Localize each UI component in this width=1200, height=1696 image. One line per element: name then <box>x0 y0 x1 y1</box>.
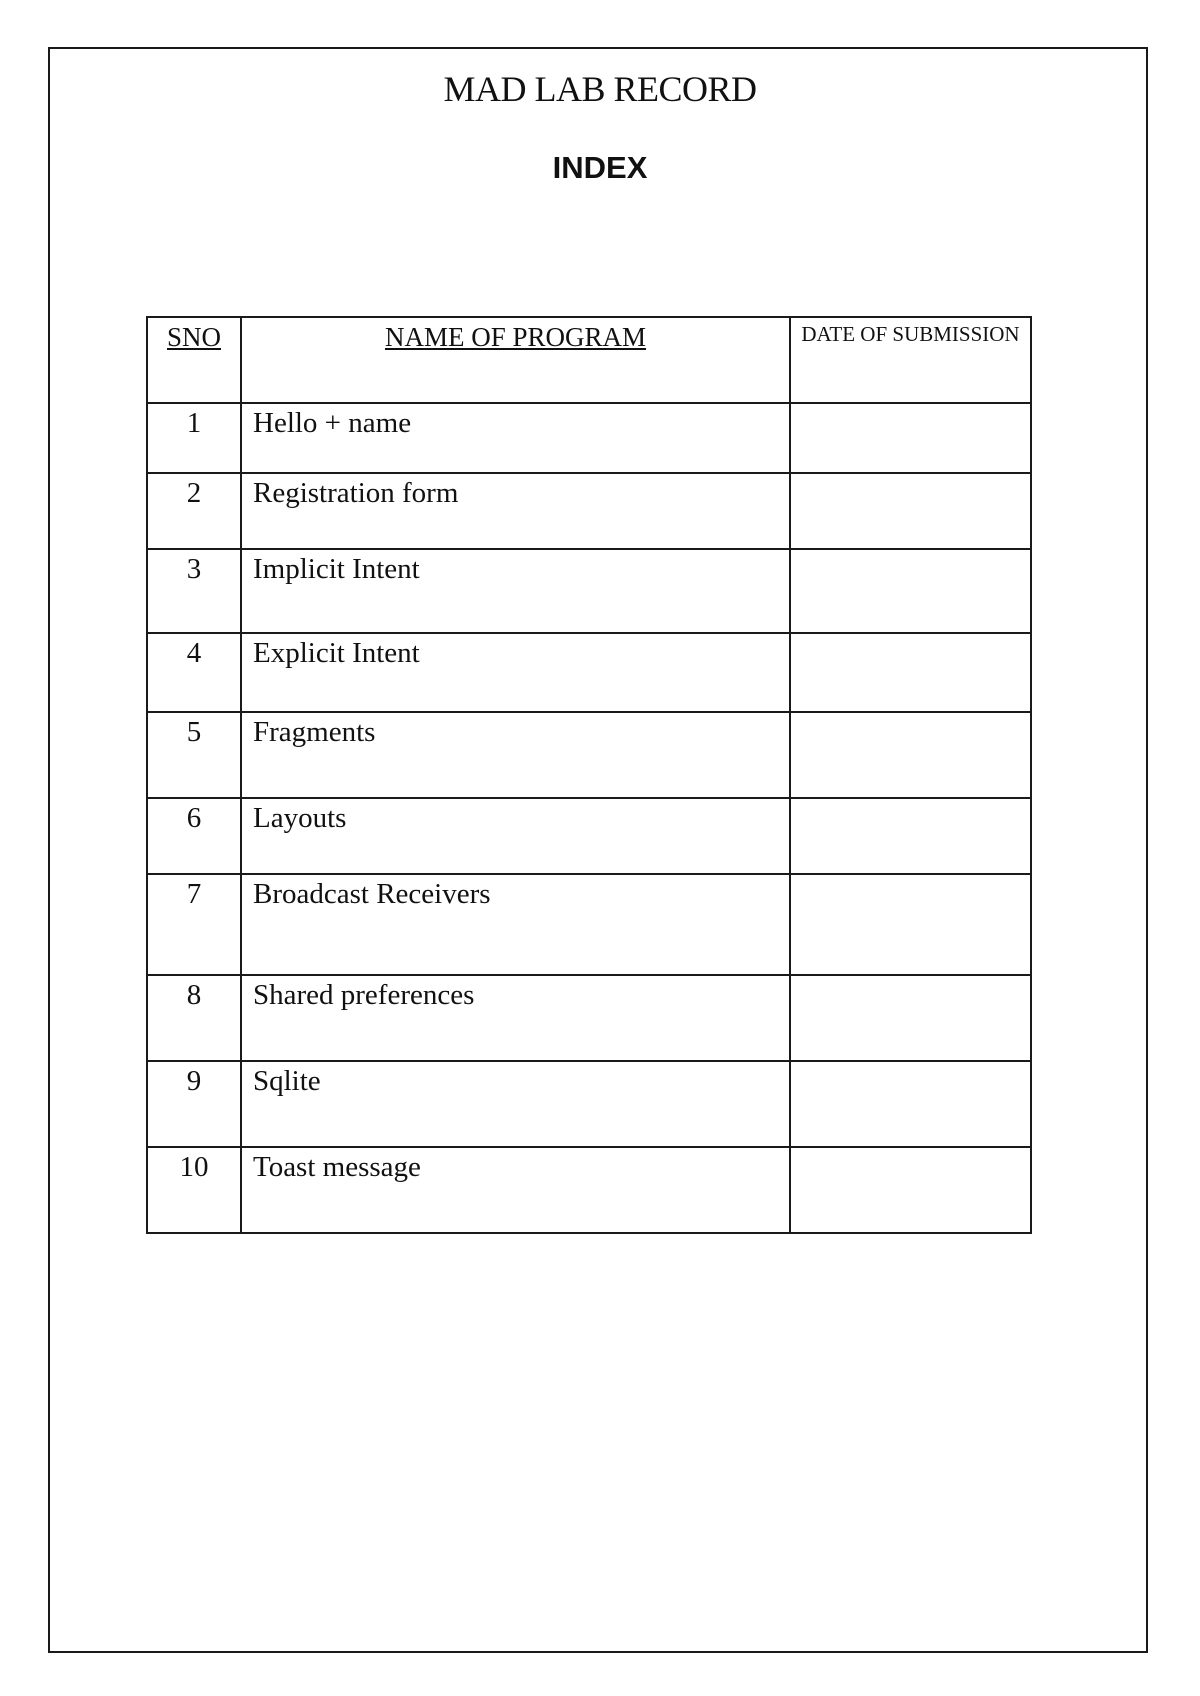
table-row <box>147 874 1031 975</box>
table-row <box>147 403 1031 473</box>
table-header-row <box>147 317 1031 403</box>
header-sno: SNO <box>147 317 241 403</box>
row-program-name: Implicit Intent <box>241 549 790 633</box>
table-row <box>147 798 1031 874</box>
row-sno: 2 <box>147 473 241 549</box>
table-row <box>147 975 1031 1061</box>
row-sno: 8 <box>147 975 241 1061</box>
row-sno: 7 <box>147 874 241 975</box>
row-date <box>790 975 1031 1061</box>
index-table <box>146 316 1032 1234</box>
row-program-name: Registration form <box>241 473 790 549</box>
table-row <box>147 1061 1031 1147</box>
row-program-name: Hello + name <box>241 403 790 473</box>
row-date <box>790 1147 1031 1233</box>
row-date <box>790 473 1031 549</box>
row-sno: 10 <box>147 1147 241 1233</box>
row-program-name: Broadcast Receivers <box>241 874 790 975</box>
row-date <box>790 712 1031 798</box>
row-program-name: Sqlite <box>241 1061 790 1147</box>
row-program-name: Fragments <box>241 712 790 798</box>
record-title: MAD LAB RECORD <box>443 69 757 109</box>
header-date-of-submission: DATE OF SUBMISSION <box>790 317 1031 403</box>
row-date <box>790 403 1031 473</box>
row-program-name: Toast message <box>241 1147 790 1233</box>
row-program-name: Explicit Intent <box>241 633 790 712</box>
table-row <box>147 473 1031 549</box>
row-date <box>790 549 1031 633</box>
row-date <box>790 633 1031 712</box>
row-program-name: Layouts <box>241 798 790 874</box>
table-row <box>147 633 1031 712</box>
row-date <box>790 874 1031 975</box>
row-sno: 6 <box>147 798 241 874</box>
row-sno: 5 <box>147 712 241 798</box>
row-sno: 3 <box>147 549 241 633</box>
row-sno: 1 <box>147 403 241 473</box>
header-program-name: NAME OF PROGRAM <box>241 317 790 403</box>
index-heading: INDEX <box>552 150 648 185</box>
table-row <box>147 1147 1031 1233</box>
row-date <box>790 798 1031 874</box>
table-row <box>147 712 1031 798</box>
row-sno: 9 <box>147 1061 241 1147</box>
row-sno: 4 <box>147 633 241 712</box>
table-row <box>147 549 1031 633</box>
row-program-name: Shared preferences <box>241 975 790 1061</box>
row-date <box>790 1061 1031 1147</box>
